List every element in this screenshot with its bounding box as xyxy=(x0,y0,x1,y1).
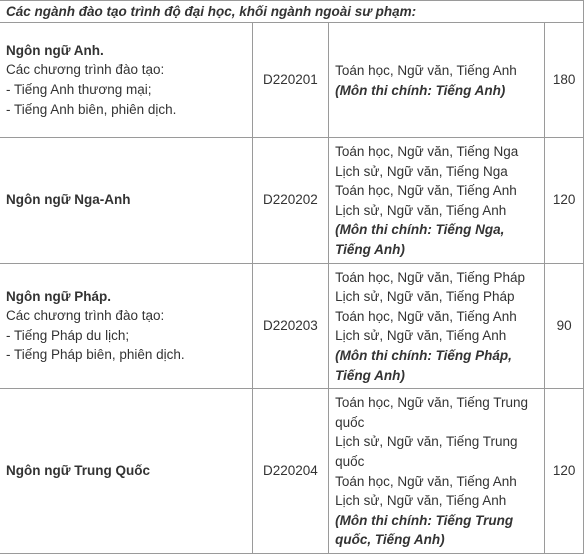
quota-value: 180 xyxy=(545,23,584,138)
table-row xyxy=(0,389,584,554)
subject-combo: Toán học, Ngữ văn, Tiếng Anh xyxy=(335,62,517,78)
main-subject: (Môn thi chính: Tiếng Trung quốc, Tiếng Anh) xyxy=(335,512,514,548)
subject-combo: Toán học, Ngữ văn, Tiếng Anh xyxy=(335,473,517,489)
major-name: Ngôn ngữ Anh. xyxy=(6,42,104,58)
table-row xyxy=(0,138,584,264)
table-row xyxy=(0,23,584,138)
major-code: D220203 xyxy=(252,263,328,389)
programs-label: Các chương trình đào tạo: xyxy=(6,62,165,78)
subject-combo: Toán học, Ngữ văn, Tiếng Anh xyxy=(335,308,517,324)
major-name: Ngôn ngữ Pháp. xyxy=(6,288,112,304)
subject-combos-cell xyxy=(329,389,545,554)
subject-combos-cell xyxy=(329,263,545,389)
subject-combo: Lịch sử, Ngữ văn, Tiếng Anh xyxy=(335,202,507,218)
table-header-row xyxy=(0,1,584,23)
subject-combos-cell xyxy=(329,23,545,138)
major-cell xyxy=(0,23,252,138)
major-cell xyxy=(0,389,252,554)
subject-combo: Lịch sử, Ngữ văn, Tiếng Anh xyxy=(335,328,507,344)
program-item: - Tiếng Anh thương mại; xyxy=(6,82,152,97)
major-code: D220202 xyxy=(252,138,328,264)
major-name: Ngôn ngữ Trung Quốc xyxy=(6,463,151,479)
main-subject: (Môn thi chính: Tiếng Pháp, Tiếng Anh) xyxy=(335,347,512,383)
programs-label: Các chương trình đào tạo: xyxy=(6,308,165,324)
program-item: - Tiếng Anh biên, phiên dịch. xyxy=(6,101,177,117)
subject-combo: Lịch sử, Ngữ văn, Tiếng Anh xyxy=(335,493,507,509)
program-item: - Tiếng Pháp du lịch; xyxy=(6,327,130,343)
subject-combo: Lịch sử, Ngữ văn, Tiếng Nga xyxy=(335,163,508,179)
program-item: - Tiếng Pháp biên, phiên dịch. xyxy=(6,347,185,363)
subject-combo: Lịch sử, Ngữ văn, Tiếng Pháp xyxy=(335,289,515,305)
subject-combo: Toán học, Ngữ văn, Tiếng Trung quốc xyxy=(335,395,528,430)
major-code: D220204 xyxy=(252,389,328,554)
major-code: D220201 xyxy=(252,23,328,138)
quota-value: 120 xyxy=(545,389,584,554)
subject-combo: Toán học, Ngữ văn, Tiếng Nga xyxy=(335,144,519,159)
quota-value: 90 xyxy=(545,263,584,389)
subject-combos-cell xyxy=(329,138,545,264)
subject-combo: Lịch sử, Ngữ văn, Tiếng Trung quốc xyxy=(335,434,518,469)
table-row xyxy=(0,263,584,389)
major-cell xyxy=(0,138,252,264)
subject-combo: Toán học, Ngữ văn, Tiếng Anh xyxy=(335,183,517,199)
major-cell xyxy=(0,263,252,389)
quota-value: 120 xyxy=(545,138,584,264)
main-subject: (Môn thi chính: Tiếng Nga, Tiếng Anh) xyxy=(335,222,505,257)
section-header: Các ngành đào tạo trình độ đại học, khối ngành ngoài sư phạm: xyxy=(0,1,584,23)
subject-combo: Toán học, Ngữ văn, Tiếng Pháp xyxy=(335,269,526,285)
major-name: Ngôn ngữ Nga-Anh xyxy=(6,192,131,208)
main-subject: (Môn thi chính: Tiếng Anh) xyxy=(335,82,506,98)
